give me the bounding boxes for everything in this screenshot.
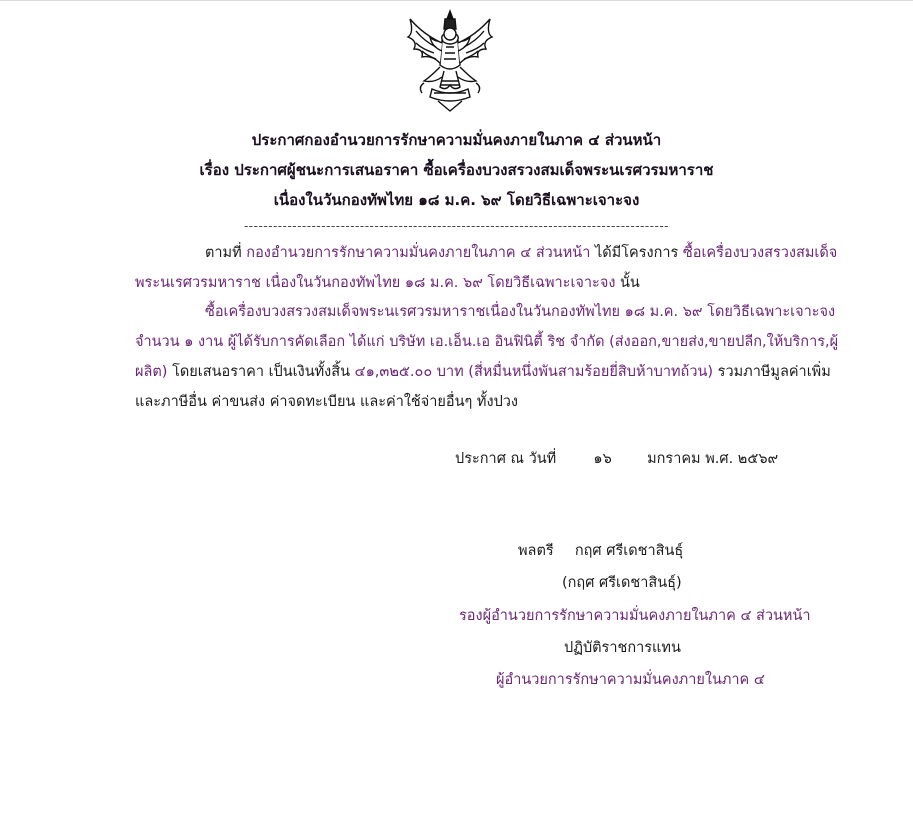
signer-position2: ปฏิบัติราชการแทน (564, 640, 681, 656)
date-month-year: มกราคม พ.ศ. ๒๕๖๙ (647, 451, 779, 467)
signer-position1: รองผู้อำนวยการรักษาความมั่นคงภายในภาค ๔ ส่วนหน้า (459, 608, 811, 624)
p1-line2: พระนเรศวรมหาราช เนื่องในวันกองทัพไทย ๑๘ ม.ค. ๖๙ โดยวิธีเฉพาะเจาะจง (135, 275, 616, 291)
p1-agency: กองอำนวยการรักษาความมั่นคงภายในภาค ๔ ส่วนหน้า (246, 245, 591, 261)
signer-name: กฤศ ศรีเดชาสินธุ์ (574, 543, 684, 559)
divider-line: ---------------------------------------------------------------------------------------- (243, 219, 670, 233)
p2-amount: ๔๑,๓๒๕.๐๐ บาท (สี่หมื่นหนึ่งพันสามร้อยยี่สิบห้าบาทถ้วน) (354, 364, 714, 380)
date-line (455, 449, 778, 469)
p2-line3-b: โดยเสนอราคา เป็นเงินทั้งสิ้น (172, 364, 351, 380)
signer-rank: พลตรี (518, 543, 554, 559)
p1-project: ซื้อเครื่องบวงสรวงสมเด็จ (682, 245, 838, 261)
p1-prefix: ตามที่ (205, 245, 242, 261)
signer-name-line (518, 541, 683, 561)
p2-line3-d: รวมภาษีมูลค่าเพิ่ม (717, 364, 831, 380)
announcement-subject: เรื่อง ประกาศผู้ชนะการเสนอราคา ซื้อเครื่องบวงสรวงสมเด็จพระนเรศวรมหาราช (199, 161, 714, 179)
signer-position3: ผู้อำนวยการรักษาความมั่นคงภายในภาค ๔ (496, 672, 765, 688)
paragraph2-line1: ซื้อเครื่องบวงสรวงสมเด็จพระนเรศวรมหาราชเนื่องในวันกองทัพไทย ๑๘ ม.ค. ๖๙ โดยวิธีเฉพาะเจาะจง (205, 304, 836, 320)
p2-line3-a: ผลิต) (135, 364, 168, 380)
p2-winner: บริษัท เอ.เอ็น.เอ อินฟินิตี้ ริช จำกัด (ส่งออก,ขายส่ง,ขายปลีก,ให้บริการ,ผู้ (389, 334, 839, 350)
p1-line2-end: นั้น (620, 275, 640, 291)
p2-line2-a: จำนวน ๑ งาน ผู้ได้รับการคัดเลือก ได้แก่ (135, 334, 385, 350)
date-day: ๑๖ (593, 451, 612, 467)
paragraph1-line1 (205, 243, 837, 263)
date-label: ประกาศ ณ วันที่ (455, 451, 557, 467)
paragraph2-line4: และภาษีอื่น ค่าขนส่ง ค่าจดทะเบียน และค่าใช้จ่ายอื่นๆ ทั้งปวง (135, 394, 518, 410)
paragraph1-line2 (135, 273, 640, 293)
announcement-title: ประกาศกองอำนวยการรักษาความมั่นคงภายในภาค ๔ ส่วนหน้า (251, 131, 662, 149)
garuda-emblem-icon (404, 7, 496, 113)
announcement-subject-cont: เนื่องในวันกองทัพไทย ๑๘ ม.ค. ๖๙ โดยวิธีเฉพาะเจาะจง (273, 191, 640, 209)
signer-name-paren: (กฤศ ศรีเดชาสินธุ์) (562, 575, 682, 591)
paragraph2-line3 (135, 362, 831, 382)
paragraph2-line2 (135, 332, 838, 352)
p1-mid: ได้มีโครงการ (594, 245, 679, 261)
